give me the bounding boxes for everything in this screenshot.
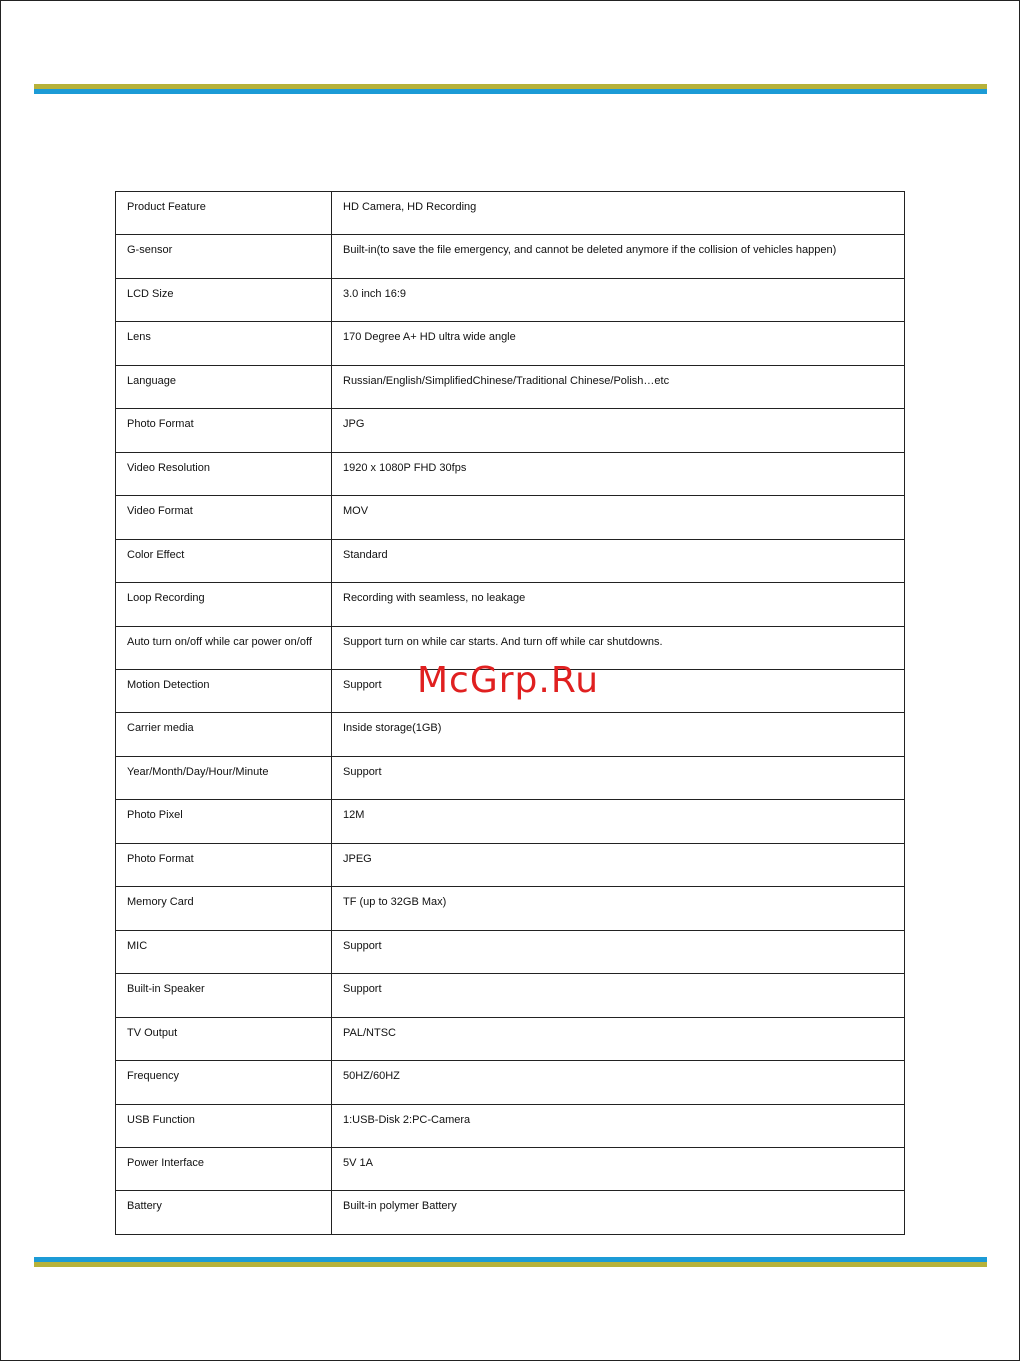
spec-value: 3.0 inch 16:9	[332, 278, 905, 321]
spec-value: 1920 x 1080P FHD 30fps	[332, 452, 905, 495]
spec-value: Built-in(to save the file emergency, and cannot be deleted anymore if the collision of vehicles happen)	[332, 235, 905, 278]
spec-label: Motion Detection	[116, 669, 332, 712]
spec-value: 12M	[332, 800, 905, 843]
spec-label: Color Effect	[116, 539, 332, 582]
spec-value: 5V 1A	[332, 1147, 905, 1190]
table-row	[116, 1147, 905, 1190]
spec-value: Built-in polymer Battery	[332, 1191, 905, 1235]
spec-label: Year/Month/Day/Hour/Minute	[116, 756, 332, 799]
spec-value: Support	[332, 930, 905, 973]
spec-value: Support	[332, 974, 905, 1017]
spec-value: Russian/English/SimplifiedChinese/Traditional Chinese/Polish…etc	[332, 365, 905, 408]
table-row	[116, 1061, 905, 1104]
table-row	[116, 1017, 905, 1060]
table-row	[116, 887, 905, 930]
table-row	[116, 1104, 905, 1147]
table-row	[116, 583, 905, 626]
table-row	[116, 278, 905, 321]
table-row	[116, 974, 905, 1017]
spec-label: Battery	[116, 1191, 332, 1235]
spec-value: JPEG	[332, 843, 905, 886]
spec-table	[115, 191, 905, 1235]
spec-label: Loop Recording	[116, 583, 332, 626]
spec-label: Product Feature	[116, 192, 332, 235]
spec-label: Photo Format	[116, 843, 332, 886]
spec-label: Carrier media	[116, 713, 332, 756]
spec-label: Photo Pixel	[116, 800, 332, 843]
table-row	[116, 452, 905, 495]
spec-label: TV Output	[116, 1017, 332, 1060]
spec-label: Frequency	[116, 1061, 332, 1104]
table-row	[116, 365, 905, 408]
table-row	[116, 800, 905, 843]
spec-value: Recording with seamless, no leakage	[332, 583, 905, 626]
spec-value: TF (up to 32GB Max)	[332, 887, 905, 930]
table-row	[116, 235, 905, 278]
spec-label: Power Interface	[116, 1147, 332, 1190]
spec-label: Video Format	[116, 496, 332, 539]
table-row	[116, 930, 905, 973]
spec-label: LCD Size	[116, 278, 332, 321]
spec-label: Built-in Speaker	[116, 974, 332, 1017]
spec-value: 170 Degree A+ HD ultra wide angle	[332, 322, 905, 365]
spec-value: 1:USB-Disk 2:PC-Camera	[332, 1104, 905, 1147]
table-row	[116, 496, 905, 539]
table-row	[116, 843, 905, 886]
table-row	[116, 713, 905, 756]
spec-value: HD Camera, HD Recording	[332, 192, 905, 235]
spec-label: Photo Format	[116, 409, 332, 452]
spec-value: Support turn on while car starts. And turn off while car shutdowns.	[332, 626, 905, 669]
table-row	[116, 1191, 905, 1235]
spec-value: MOV	[332, 496, 905, 539]
header-stripe-blue	[34, 89, 987, 94]
spec-value: Support	[332, 669, 905, 712]
spec-table-body	[116, 192, 905, 1235]
spec-label: Lens	[116, 322, 332, 365]
spec-value: Inside storage(1GB)	[332, 713, 905, 756]
table-row	[116, 756, 905, 799]
table-row	[116, 192, 905, 235]
spec-value: 50HZ/60HZ	[332, 1061, 905, 1104]
spec-label: USB Function	[116, 1104, 332, 1147]
spec-value: Support	[332, 756, 905, 799]
spec-value: Standard	[332, 539, 905, 582]
footer-stripe-yellow	[34, 1262, 987, 1267]
spec-value: PAL/NTSC	[332, 1017, 905, 1060]
spec-label: Memory Card	[116, 887, 332, 930]
table-row	[116, 539, 905, 582]
spec-label: Language	[116, 365, 332, 408]
spec-label: G-sensor	[116, 235, 332, 278]
watermark: McGrp.Ru	[417, 660, 600, 701]
spec-label: Video Resolution	[116, 452, 332, 495]
table-row	[116, 409, 905, 452]
spec-label: MIC	[116, 930, 332, 973]
table-row	[116, 322, 905, 365]
spec-value: JPG	[332, 409, 905, 452]
spec-label: Auto turn on/off while car power on/off	[116, 626, 332, 669]
